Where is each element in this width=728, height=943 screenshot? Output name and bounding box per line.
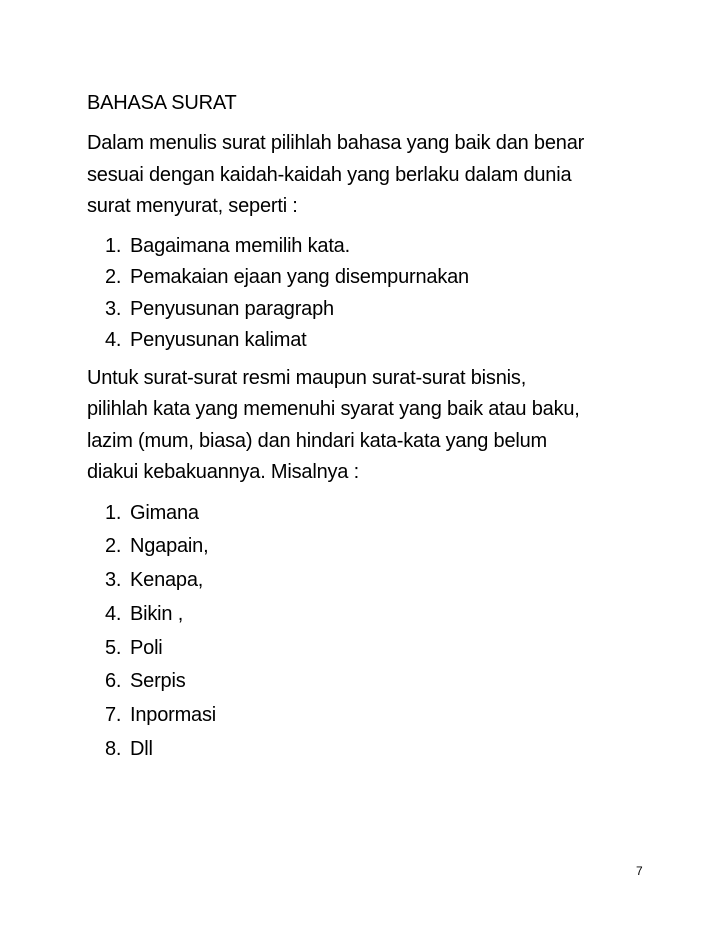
list-item (105, 262, 667, 294)
list-number: 1. (105, 501, 122, 524)
list-item-text: Penyusunan kalimat (130, 329, 307, 351)
list-number: 2. (105, 535, 122, 558)
list-item-text: Dll (130, 738, 153, 761)
list-item (105, 665, 667, 699)
list-item (105, 325, 667, 357)
paragraph-line: pilihlah kata yang memenuhi syarat yang baik atau baku, (87, 398, 580, 420)
list-item-text: Inpormasi (130, 704, 217, 727)
intro-line: surat menyurat, seperti : (87, 195, 298, 217)
list-number: 4. (105, 602, 122, 625)
list-number: 8. (105, 738, 122, 761)
list-item-text: Serpis (130, 670, 186, 693)
list-item (105, 294, 667, 326)
paragraph-line: lazim (mum, biasa) dan hindari kata-kata yang belum (87, 429, 548, 452)
list-number: 3. (105, 297, 122, 320)
list-number: 7. (105, 704, 122, 727)
second-paragraph (87, 363, 667, 489)
paragraph-line: diakui kebakuannya. Misalnya : (87, 461, 359, 483)
intro-line: sesuai dengan kaidah-kaidah yang berlaku dalam dunia (87, 163, 572, 186)
list-number: 2. (105, 266, 122, 288)
list-item (105, 564, 667, 598)
intro-line: Dalam menulis surat pilihlah bahasa yang baik dan benar (87, 132, 585, 154)
list-item-text: Ngapain, (130, 535, 209, 558)
list-item (105, 530, 667, 564)
paragraph-line: Untuk surat-surat resmi maupun surat-surat bisnis, (87, 366, 527, 389)
list-item-text: Pemakaian ejaan yang disempurnakan (130, 266, 469, 288)
list-item (105, 598, 667, 632)
list-number: 1. (105, 234, 122, 257)
page-content (87, 88, 667, 773)
page-heading: BAHASA SURAT (87, 92, 237, 114)
list-item-text: Bikin , (130, 602, 184, 625)
list-number: 5. (105, 636, 122, 659)
intro-paragraph (87, 128, 667, 223)
page-number: 7 (636, 864, 643, 878)
list-item-text: Bagaimana memilih kata. (130, 234, 350, 257)
list-number: 4. (105, 329, 122, 351)
list-item-text: Poli (130, 636, 163, 659)
list-number: 3. (105, 569, 122, 592)
list-item (105, 733, 667, 767)
list-item (105, 497, 667, 531)
list-item-text: Gimana (130, 501, 199, 524)
list-number: 6. (105, 670, 122, 693)
list-item (105, 632, 667, 666)
list-item (105, 699, 667, 733)
list-item-text: Kenapa, (130, 569, 204, 592)
list-item (105, 231, 667, 263)
nonstandard-words-list (87, 497, 667, 767)
language-aspects-list (87, 231, 667, 357)
list-item-text: Penyusunan paragraph (130, 297, 334, 320)
